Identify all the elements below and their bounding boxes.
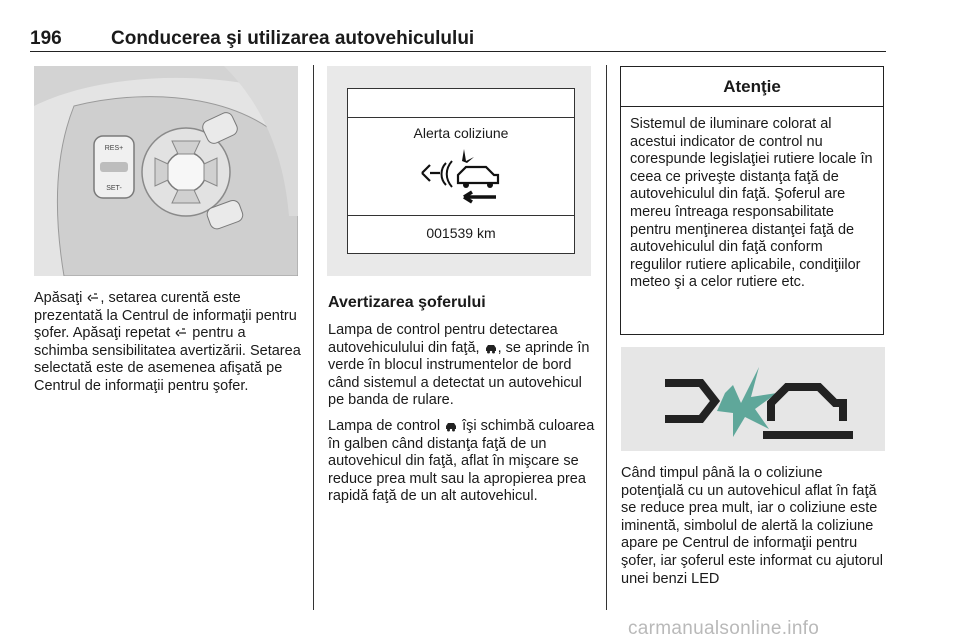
warning-box xyxy=(620,66,884,335)
col2-paragraphs: Lampa de control pentru detectarea autovehiculului din faţă, , se aprinde în verde în blocul instrumentelor de bord când sistemul a detectat un autovehicul pe banda de rulare. Lampa de control îşi schimbă culoarea în galben când distanţa faţă de un autovehicul din faţă, aflat în mişcare se reduce prea mult sau la apropierea prea rapidă faţă de un alt autovehicul. xyxy=(328,322,595,505)
res-label: RES+ xyxy=(104,145,124,152)
following-distance-icon xyxy=(86,292,100,304)
warning-title: Atenţie xyxy=(621,67,883,107)
set-label: SET- xyxy=(106,185,122,192)
following-distance-icon-2 xyxy=(174,327,188,339)
vehicle-ahead-icon-2 xyxy=(444,420,458,432)
col1-paragraph: Apăsaţi , setarea curentă este prezentată la Centrul de informaţii pentru şofer. Apăsaţi repetat pentru a schimba sensibilitatea avertizării. Setarea selectată este de asemenea afişată pe Centrul de informaţii pentru şofer. xyxy=(34,290,301,394)
section-heading: Avertizarea şoferului xyxy=(328,294,486,311)
odometer-readout: 001539 km xyxy=(426,225,496,241)
collision-symbol-icon xyxy=(621,347,885,451)
warning-text: Sistemul de iluminare colorat al acestui indicator de control nu corespunde legislaţiei rutiere locale în ceea ce priveşte distanţa faţă de autovehiculul din faţă. Şoferul are mereu întreaga responsabilitate pentru menţinerea distanţei faţă de autovehiculul din faţă conform regulilor rutiere aplicabile, condiţiilor meteo şi a celor rutiere etc. xyxy=(630,116,873,291)
steering-wheel-illustration xyxy=(34,66,298,276)
page-title: Conducerea şi utilizarea autovehiculului xyxy=(111,28,475,49)
column-divider-2 xyxy=(606,65,607,610)
watermark: carmanualsonline.info xyxy=(628,618,820,639)
vehicle-ahead-icon xyxy=(484,342,498,354)
collision-symbol-figure xyxy=(621,347,885,451)
column-divider-1 xyxy=(313,65,314,610)
col3-paragraph: Când timpul până la o coliziune potenţială cu un autovehicul aflat în faţă se reduce prea mult, iar o coliziune este iminentă, simbolul de alertă la coliziune apare pe Centrul de informaţii pentru şofer, iar şoferul este informat cu ajutorul unei benzi LED xyxy=(621,465,883,587)
collision-alert-icon xyxy=(418,147,508,207)
display-screen xyxy=(347,88,575,254)
page-number: 196 xyxy=(30,28,62,49)
driver-info-display-figure xyxy=(327,66,591,276)
steering-wheel-controls-figure xyxy=(34,66,298,276)
display-title: Alerta coliziune xyxy=(413,125,509,141)
header-divider xyxy=(30,51,886,52)
page-header xyxy=(30,22,885,52)
